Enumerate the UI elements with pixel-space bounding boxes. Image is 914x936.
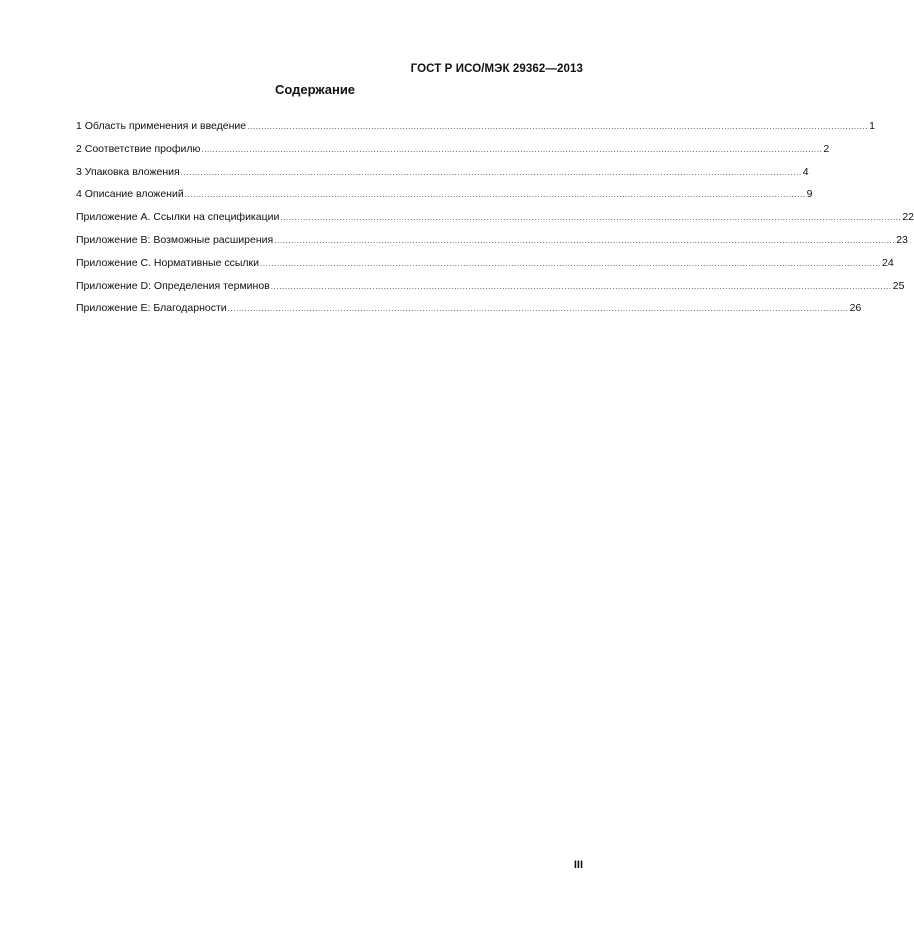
- toc-entry[interactable]: [76, 255, 894, 278]
- standard-header: ГОСТ Р ИСО/МЭК 29362—2013: [410, 63, 583, 75]
- toc-leader-dots: ............................................................................................................................................................................................................................: [247, 122, 869, 131]
- toc-entry-page: 25: [892, 279, 905, 292]
- toc-entry-label: Приложение В: Возможные расширения: [76, 233, 274, 246]
- toc-leader-dots: ............................................................................................................................................................................................................................: [184, 190, 806, 200]
- toc-leader-dots: ............................................................................................................................................................................................................................: [260, 258, 881, 268]
- toc-leader-dots: ............................................................................................................................................................................................................................: [274, 235, 896, 245]
- toc-entry[interactable]: [76, 209, 914, 232]
- toc-entry[interactable]: [76, 141, 830, 164]
- toc-entry[interactable]: [76, 300, 862, 323]
- toc-leader-dots: ............................................................................................................................................................................................................................: [227, 304, 849, 314]
- toc-entry-page: 24: [881, 256, 894, 269]
- toc-entry-page: 22: [902, 211, 914, 224]
- toc-entry-label: 4 Описание вложений: [76, 188, 184, 201]
- toc-leader-dots: ............................................................................................................................................................................................................................: [280, 213, 902, 223]
- toc-entry-label: 3 Упаковка вложения: [76, 165, 180, 178]
- toc-entry[interactable]: [76, 232, 908, 255]
- toc-entry[interactable]: [76, 278, 905, 301]
- toc-entry-page: 4: [802, 165, 809, 178]
- toc-entry-label: Приложение А. Ссылки на спецификации: [76, 211, 280, 224]
- table-of-contents: [76, 118, 914, 323]
- toc-title: Содержание: [274, 82, 356, 97]
- toc-entry-label: Приложение Е: Благодарности: [76, 302, 227, 315]
- toc-leader-dots: ............................................................................................................................................................................................................................: [270, 281, 892, 291]
- toc-entry-page: 26: [849, 302, 862, 315]
- toc-entry-label: Приложение С. Нормативные ссылки: [76, 256, 259, 269]
- toc-entry-page: 2: [823, 142, 830, 155]
- toc-entry-label: Приложение D: Определения терминов: [76, 279, 270, 292]
- toc-entry[interactable]: [76, 186, 813, 209]
- page-number: III: [573, 859, 583, 871]
- toc-entry[interactable]: [76, 118, 875, 141]
- toc-entry[interactable]: [76, 164, 809, 187]
- toc-entry-label: 2 Соответствие профилю: [76, 142, 201, 155]
- toc-entry-page: 9: [806, 188, 813, 201]
- toc-entry-page: 23: [896, 233, 908, 246]
- toc-leader-dots: ............................................................................................................................................................................................................................: [180, 167, 802, 177]
- toc-leader-dots: ............................................................................................................................................................................................................................: [201, 144, 823, 154]
- toc-entry-page: 1: [869, 120, 875, 132]
- toc-entry-label: 1 Область применения и введение: [76, 120, 247, 132]
